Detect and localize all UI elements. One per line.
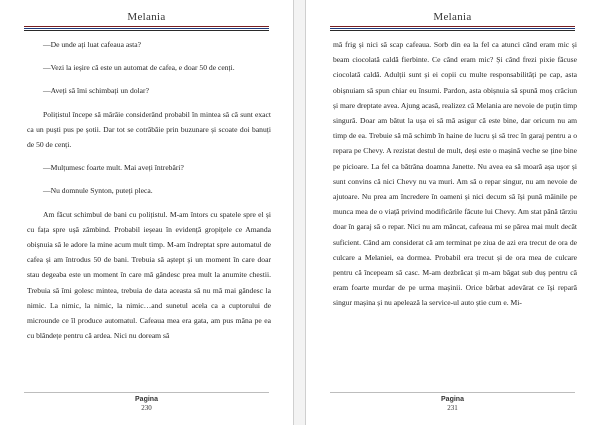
right-page — [305, 0, 599, 425]
dialogue-line: —Vezi la ieșire că este un automat de cafea, e doar 50 de cenți. — [43, 63, 235, 73]
running-header: Melania — [127, 11, 166, 23]
paragraph: Am făcut schimbul de bani cu polițistul. M-am întors cu spatele spre el și cu fața spre ușă zâmbind. Probabil ieșeau în evidență gropițele ce Amanda obișnuia să le adore la mine acum mult timp. M-am îndreptat spre automatul de cafea și am întrodus 50 de bani. Trebuia să aștept și un moment în care doar stau degeaba este un moment în care mă gândesc prea mult la anumite chestii. Trebuia să îmi golesc mintea, trebuia de data aceasta să nu mă mai gândesc la nimic. La nimic, la nimic, la nimic…and sunetul acela ca a cuptorului de microunde ce îl produce automatul. Cafeaua mea era gata, am pus mâna pe ea cu blândețe pentru că ardea. Nici nu doream să — [27, 209, 271, 341]
dialogue-line: —Nu domnule Synton, puteți pleca. — [43, 186, 153, 196]
page-footer — [306, 395, 599, 413]
footer-rule — [24, 392, 269, 393]
paragraph: Polițistul începe să mârâie considerând probabil în mintea să că sunt exact ca un puști pus pe șotii. Dar tot se cotrăbăie prin buzunare și scoate doi banuți de 50 de cenți. — [27, 109, 271, 150]
book-gutter — [294, 0, 305, 425]
footer-rule — [330, 392, 575, 393]
footer-label: Pagina — [135, 396, 158, 403]
footer-label: Pagina — [441, 396, 464, 403]
header-rule — [24, 26, 269, 30]
page-body — [27, 37, 271, 377]
page-number: 230 — [141, 404, 152, 412]
dialogue-line: —Aveți să îmi schimbați un dolar? — [43, 86, 149, 96]
page-number: 231 — [447, 404, 458, 412]
dialogue-line: —Mulțumesc foarte mult. Mai aveți întrebări? — [43, 163, 184, 173]
dialogue-line: —De unde ați luat cafeaua asta? — [43, 40, 142, 49]
running-header: Melania — [433, 11, 472, 23]
page-body — [333, 37, 577, 377]
paragraph: mă frig și nici să scap cafeaua. Sorb din ea la fel ca atunci când eram mic și beam ciocolată caldă fierbinte. Ce când eram mic? Și când frezi pixie făcuse ciocolată caldă. Adulții sunt și ei copii cu multe responsabilități pe cap, asta obișnuiam să spun chiar eu însumi. Pardon, asta obișnuia să spună moș crăciun și mare dreptate avea. Ajung acasă, realizez că Melania are nevoie de puțin timp singură. Doar am bătut la ușa ei să mă asigur că este bine, dar oricum nu am timp de ea. Trebuie să mă schimb în haine de lucru și să trec în garaj pentru a o repara pe Chevy. A rezistat destul de mult, deși este o mașină veche se ține bine pe picioare. La fel ca bătrâna doamna Janette. Nu avea ea să moară așa ușor și sunt convins că nici Chevy nu va muri. Am să o repar singur, nu am nevoie de ajutoare. Nu prea am încredere în oameni și nici decum să își pună mâinile pe munca mea de o viață privind modificările făcute lui Chevy. Am stat până târziu doar în garaj să o repar. Nici nu am mâncat, cafeaua mi se părea mai mult decât suficient. Când am considerat că am terminat pe ziua de azi era trecut de ora de culcare a Melaniei, ea dormea. Probabil era trecut și de ora mea de culcare pentru că începeam să casc. M-am dezbrăcat și m-am băgat sub duș pentru că eram foarte murdar de pe urma mașinii. Orice bărbat adevărat ce își repară singur mașina și nu apelează la service-ul auto știe cum e. Mi- — [333, 40, 577, 308]
header-rule — [330, 26, 575, 30]
left-page — [0, 0, 294, 425]
page-footer — [0, 395, 293, 413]
